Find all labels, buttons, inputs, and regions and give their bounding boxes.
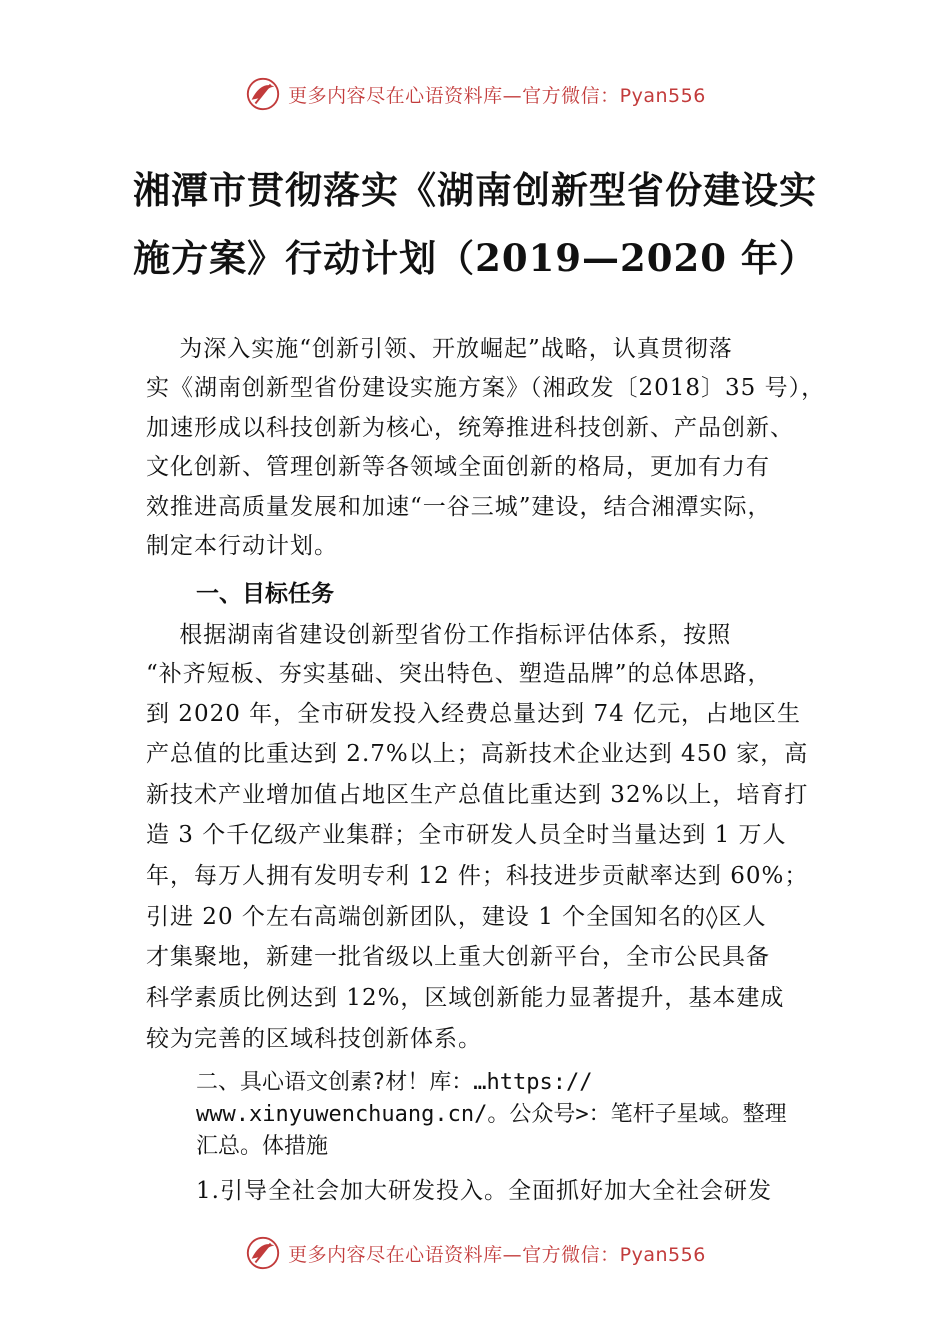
text-line: 加速形成以科技创新为核心，统筹推进科技创新、产品创新、: [146, 415, 794, 441]
text-line: 年，每万人拥有发明专利 12 件；科技进步贡献率达到 60%；: [146, 863, 809, 889]
text-line: 根据湖南省建设创新型省份工作指标评估体系，按照: [146, 622, 732, 648]
text-line: 科学素质比例达到 12%，区域创新能力显著提升，基本建成: [146, 985, 785, 1011]
section-heading-goals: 一、目标任务: [196, 581, 334, 607]
measure-item-1: 1.引导全社会加大研发投入。全面抓好加大全社会研发: [196, 1178, 772, 1204]
brand-logo-icon: [244, 75, 282, 113]
watermark-text: 更多内容尽在心语资料库—官方微信：Pyan556: [288, 84, 706, 107]
text-line: 文化创新、管理创新等各领域全面创新的格局，更加有力有: [146, 454, 770, 480]
brand-logo-icon: [244, 1234, 282, 1272]
text-line: 新技术产业增加值占地区生产总值比重达到 32%以上，培育打: [146, 782, 809, 808]
text-line: 引进 20 个左右高端创新团队，建设 1 个全国知名的◊区人: [146, 904, 767, 930]
text-line: 汇总。体措施: [196, 1134, 329, 1159]
watermark-banner-top: [0, 74, 950, 114]
text-line: www.xinyuwenchuang.cn/。公众号>：笔杆子星域。整理: [196, 1102, 787, 1127]
text-line: 为深入实施“创新引领、开放崛起”战略，认真贯彻落: [146, 336, 733, 362]
text-line: 产总值的比重达到 2.7%以上；高新技术企业达到 450 家，高: [146, 741, 809, 767]
text-line: “补齐短板、夯实基础、突出特色、塑造品牌”的总体思路，: [146, 661, 772, 687]
text-line: 到 2020 年，全市研发投入经费总量达到 74 亿元，占地区生: [146, 701, 802, 727]
text-line: 才集聚地，新建一批省级以上重大创新平台，全市公民具备: [146, 944, 770, 970]
text-line: 造 3 个千亿级产业集群；全市研发人员全时当量达到 1 万人: [146, 822, 787, 848]
watermark-text: 更多内容尽在心语资料库—官方微信：Pyan556: [288, 1243, 706, 1266]
text-line: 实《湖南创新型省份建设实施方案》（湘政发〔2018〕35 号），: [146, 375, 826, 401]
document-title-line-1: 湘潭市贯彻落实《湖南创新型省份建设实: [133, 168, 817, 212]
watermark-banner-bottom: [0, 1233, 950, 1273]
text-line: 效推进高质量发展和加速“一谷三城”建设，结合湘潭实际，: [146, 494, 772, 520]
text-line: 制定本行动计划。: [146, 533, 338, 559]
document-title-line-2: 施方案》行动计划（2019—2020 年）: [133, 236, 817, 280]
text-line: 较为完善的区域科技创新体系。: [146, 1026, 482, 1052]
text-line: 二、具心语文创素?材！库：…https://: [196, 1070, 593, 1095]
